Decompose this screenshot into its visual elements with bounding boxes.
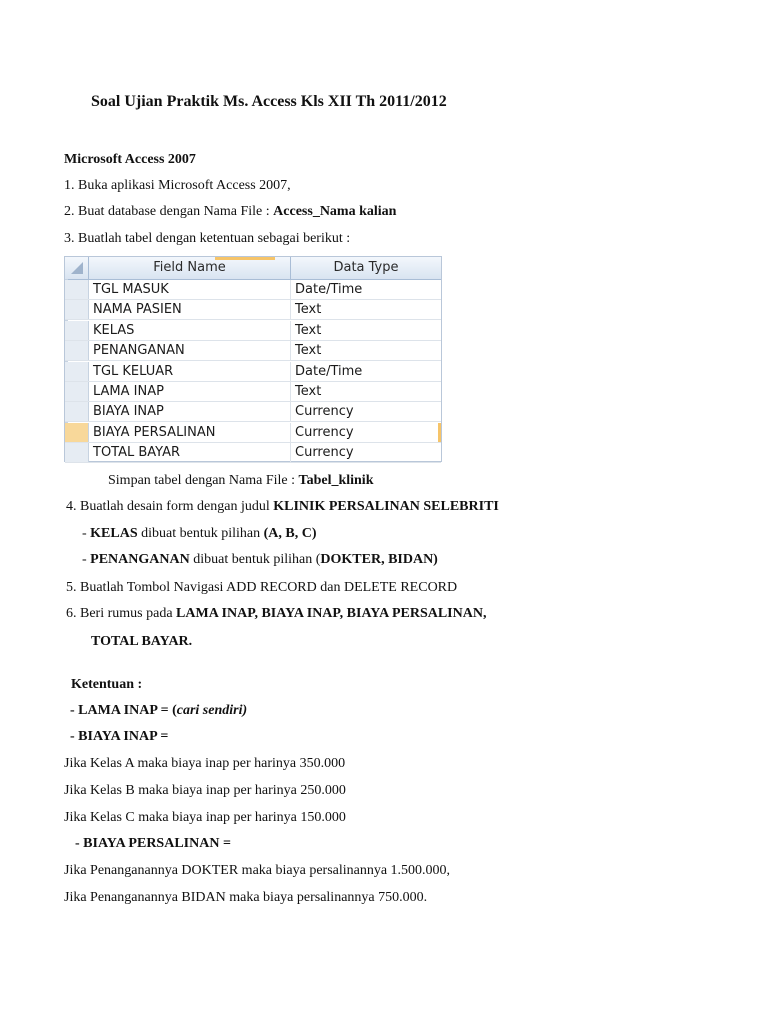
data-type-cell[interactable]: Currency <box>295 424 354 440</box>
column-divider <box>290 423 291 442</box>
table-row[interactable] <box>65 341 441 361</box>
kelas-options: (A, B, C) <box>263 526 317 541</box>
table-row[interactable] <box>65 382 441 402</box>
row-selector[interactable] <box>65 300 89 319</box>
data-type-cell[interactable]: Text <box>295 322 322 338</box>
step-2-text: 2. Buat database dengan Nama File : <box>64 204 274 219</box>
column-divider <box>290 402 291 421</box>
data-type-cell[interactable]: Text <box>295 343 322 359</box>
penanganan-text: dibuat bentuk pilihan ( <box>189 552 321 567</box>
row-selector[interactable] <box>65 280 89 299</box>
ketentuan-heading: Ketentuan : <box>71 677 143 692</box>
data-type-cell[interactable]: Currency <box>295 445 354 461</box>
field-name-cell[interactable]: PENANGANAN <box>93 343 185 359</box>
step-4-form-title: KLINIK PERSALINAN SELEBRITI <box>273 499 499 514</box>
step-1: 1. Buka aplikasi Microsoft Access 2007, <box>64 178 291 193</box>
table-row[interactable] <box>65 300 441 320</box>
biaya-inap-label: - BIAYA INAP = <box>70 729 169 744</box>
field-name-cell[interactable]: TGL MASUK <box>93 282 169 297</box>
kelas-text: dibuat bentuk pilihan <box>137 526 264 541</box>
column-divider <box>290 443 291 462</box>
table-row[interactable] <box>65 402 441 422</box>
column-divider <box>290 382 291 401</box>
table-row[interactable] <box>65 280 441 300</box>
subtitle: Microsoft Access 2007 <box>64 152 196 167</box>
data-type-cell[interactable]: Text <box>295 384 322 399</box>
step-6 <box>66 605 486 623</box>
step-6-text: 6. Beri rumus pada <box>66 606 177 621</box>
save-text: Simpan tabel dengan Nama File : <box>108 473 299 488</box>
data-type-cell[interactable]: Currency <box>295 404 354 420</box>
field-name-cell[interactable]: LAMA INAP <box>93 384 164 399</box>
lama-inap-label: - LAMA INAP = ( <box>70 703 177 718</box>
header-data-type: Data Type <box>333 260 399 275</box>
select-all-corner[interactable] <box>65 257 89 279</box>
row-selector[interactable] <box>65 423 89 442</box>
column-divider <box>290 280 291 299</box>
access-field-table <box>64 256 442 462</box>
table-row[interactable] <box>65 362 441 382</box>
row-selector[interactable] <box>65 443 89 462</box>
data-type-cell[interactable]: Date/Time <box>295 282 363 297</box>
kelas-c-rule: Jika Kelas C maka biaya inap per harinya 150.000 <box>64 810 346 825</box>
step-4 <box>66 498 499 516</box>
field-name-cell[interactable]: BIAYA PERSALINAN <box>93 424 216 440</box>
kelas-a-rule: Jika Kelas A maka biaya inap per harinya 350.000 <box>64 756 346 771</box>
table-row[interactable] <box>65 321 441 341</box>
column-divider <box>290 321 291 340</box>
step-2 <box>64 203 396 221</box>
row-selector[interactable] <box>65 321 89 340</box>
kelas-label: KELAS <box>90 526 138 541</box>
row-selector[interactable] <box>65 382 89 401</box>
column-divider <box>290 362 291 381</box>
row-highlight-marker <box>438 423 441 442</box>
row-selector[interactable] <box>65 362 89 381</box>
column-divider <box>290 341 291 360</box>
row-selector[interactable] <box>65 402 89 421</box>
bidan-rule: Jika Penanganannya BIDAN maka biaya persalinannya 750.000. <box>64 890 428 905</box>
penanganan-options: DOKTER, BIDAN) <box>320 552 438 567</box>
data-type-cell[interactable]: Text <box>295 302 322 318</box>
row-selector[interactable] <box>65 341 89 360</box>
step-4-penanganan <box>82 551 438 569</box>
save-filename: Tabel_klinik <box>298 473 374 488</box>
step-4-text: 4. Buatlah desain form dengan judul <box>66 499 274 514</box>
data-type-cell[interactable]: Date/Time <box>295 363 363 379</box>
field-name-cell[interactable]: BIAYA INAP <box>93 404 164 420</box>
pen-dash: - <box>82 552 91 567</box>
field-name-cell[interactable]: TOTAL BAYAR <box>93 445 181 461</box>
field-name-cell[interactable]: KELAS <box>93 322 135 338</box>
step-2-filename: Access_Nama kalian <box>273 204 397 219</box>
table-row[interactable] <box>65 443 441 463</box>
lama-inap-note: cari sendiri) <box>176 703 248 718</box>
biaya-persalinan-label: - BIAYA PERSALINAN = <box>75 836 231 851</box>
kelas-b-rule: Jika Kelas B maka biaya inap per harinya 250.000 <box>64 783 346 798</box>
dokter-rule: Jika Penanganannya DOKTER maka biaya persalinannya 1.500.000, <box>64 863 451 878</box>
step-5: 5. Buatlah Tombol Navigasi ADD RECORD dan DELETE RECORD <box>66 580 458 595</box>
corner-triangle-icon <box>71 262 83 274</box>
page-title: Soal Ujian Praktik Ms. Access Kls XII Th 2011/2012 <box>91 93 447 110</box>
penanganan-label: PENANGANAN <box>90 552 190 567</box>
field-name-cell[interactable]: TGL KELUAR <box>93 363 174 379</box>
column-divider <box>290 300 291 319</box>
table-header <box>65 257 441 280</box>
field-name-cell[interactable]: NAMA PASIEN <box>93 302 182 318</box>
step-3: 3. Buatlah tabel dengan ketentuan sebagai berikut : <box>64 231 351 246</box>
header-field-name: Field Name <box>89 257 291 279</box>
step-4-kelas <box>82 525 317 543</box>
table-row[interactable] <box>65 423 441 443</box>
step-6-fields: LAMA INAP, BIAYA INAP, BIAYA PERSALINAN, <box>176 606 487 621</box>
step-6-total: TOTAL BAYAR. <box>91 634 193 649</box>
lama-inap-rule <box>70 702 247 720</box>
kelas-dash: - <box>82 526 91 541</box>
save-instruction <box>108 472 374 490</box>
